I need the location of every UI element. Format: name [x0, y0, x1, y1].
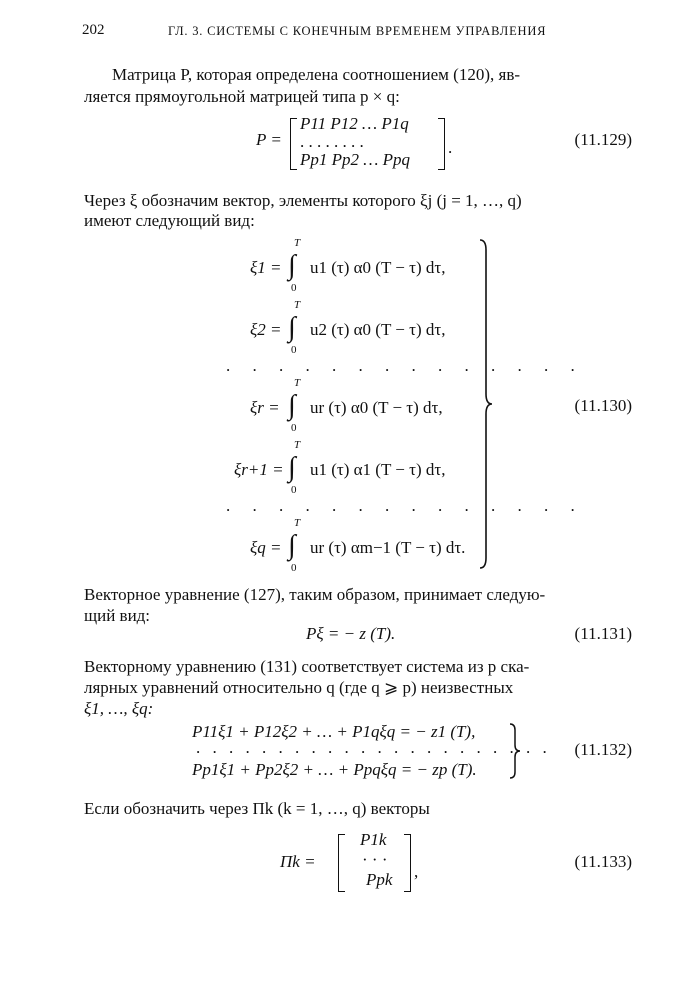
eq132-row3: Pp1ξ1 + Pp2ξ2 + … + Ppqξq = − zp (T).	[192, 760, 477, 779]
eq133-lhs: Πk =	[280, 852, 316, 871]
eq130-row5-integrand: ur (τ) αm−1 (T − τ) dτ.	[310, 538, 466, 557]
para3-line2: щий вид:	[84, 606, 151, 625]
eq130-row5-upper: T	[294, 517, 301, 529]
eq133-left-bracket	[338, 834, 345, 892]
eq132-right-brace	[508, 722, 522, 780]
integral-sign: ∫	[288, 530, 296, 561]
para1-line1: Матрица P, которая определена соотношением (120), яв-	[112, 65, 521, 84]
eq129-left-bracket	[290, 118, 297, 170]
eq129-row3: Pp1 Pp2 … Ppq	[300, 150, 411, 169]
eq130-dots-2: . . . . . . . . . . . . . .	[226, 496, 584, 515]
para2-line2: имеют следующий вид:	[84, 211, 255, 230]
eq130-row3-lhs: ξr =	[250, 398, 280, 417]
eq132-label: (11.132)	[574, 740, 632, 759]
eq129-row2: . . . . . . . .	[300, 132, 364, 151]
eq129-row1: P11 P12 … P1q	[300, 114, 409, 133]
eq129-right-bracket	[438, 118, 445, 170]
eq130-row5-lhs: ξq =	[250, 538, 282, 557]
page-number: 202	[82, 22, 105, 38]
eq130-row1-lower: 0	[291, 282, 297, 294]
eq133-row1: P1k	[360, 830, 387, 849]
para2-line1: Через ξ обозначим вектор, элементы которого ξj (j = 1, …, q)	[84, 191, 522, 210]
running-title: ГЛ. 3. СИСТЕМЫ С КОНЕЧНЫМ ВРЕМЕНЕМ УПРАВЛЕНИЯ	[168, 24, 547, 38]
eq133-right-bracket	[404, 834, 411, 892]
eq133-row2: · · ·	[362, 850, 388, 869]
eq133-tail: ,	[414, 862, 419, 881]
para3-line1: Векторное уравнение (127), таким образом, принимает следую-	[84, 585, 546, 604]
eq130-right-brace	[478, 238, 494, 570]
eq130-label: (11.130)	[574, 396, 632, 415]
eq130-row3-lower: 0	[291, 422, 297, 434]
eq130-row3-upper: T	[294, 377, 301, 389]
para4-line1: Векторному уравнению (131) соответствует система из p ска-	[84, 657, 530, 676]
integral-sign: ∫	[288, 312, 296, 343]
para4-line2: лярных уравнений относительно q (где q ⩾ p) неизвестных	[84, 678, 514, 697]
eq130-row3-integrand: ur (τ) α0 (T − τ) dτ,	[310, 398, 443, 417]
integral-sign: ∫	[288, 452, 296, 483]
integral-sign: ∫	[288, 390, 296, 421]
eq130-row1-lhs: ξ1 =	[250, 258, 282, 277]
eq130-row1-integrand: u1 (τ) α0 (T − τ) dτ,	[310, 258, 446, 277]
eq130-row2-upper: T	[294, 299, 301, 311]
eq129-lhs: P =	[256, 130, 282, 149]
integral-sign: ∫	[288, 250, 296, 281]
eq130-row4-upper: T	[294, 439, 301, 451]
eq131-label: (11.131)	[574, 624, 632, 643]
eq130-row5-lower: 0	[291, 562, 297, 574]
page-header	[82, 22, 634, 42]
eq130-row2-lower: 0	[291, 344, 297, 356]
eq132-row2: . . . . . . . . . . . . . . . . . . . . . .	[196, 738, 551, 757]
eq130-row4-lhs: ξr+1 =	[234, 460, 284, 479]
document-page: 202 ГЛ. 3. СИСТЕМЫ С КОНЕЧНЫМ ВРЕМЕНЕМ УПРАВЛЕНИЯ Матрица P, которая определена соотношением (120), яв- ляется прямоугольной матрицей типа p × q: P = P11 P12 … P1q . . . . . . . . Pp1 Pp2 … Ppq . (11.129) Через ξ обозначим вектор, элементы которого ξj (j = 1, …, q) имеют следующий вид: ξ1 = T ∫ 0 u1 (τ) α0 (T − τ) dτ, ξ2 = T ∫ 0 u2 (τ) α0 (T − τ) dτ, . . . . . . . . . . . . . . ξr = T ∫ 0 ur (τ) α0 (T − τ) dτ, ξr+1 = T ∫ 0 u1 (τ) α1 (T − τ) dτ, . . . . . . . . . . . . . . ξq = T ∫ 0 ur (τ) αm−1 (T − τ) dτ. (11.130) Векторное уравнение (127), таким образом, принимает следую- щий вид: Pξ = − z (T). (11.131) Векторному уравнению (131) соответствует система из p ска- лярных уравнений относительно q (где q ⩾ p) неизвестных ξ1, …, ξq: P11ξ1 + P12ξ2 + … + P1qξq = − z1 (T), . . . . . . . . . . . . . . . . . . . . . . Pp1ξ1 + Pp2ξ2 + … + Ppqξq = − zp (T). (11.132) Если обозначить через Πk (k = 1, …, q) векторы Πk = P1k · · · Ppk , (11.133)	[0, 0, 694, 1000]
eq133-row3: Ppk	[366, 870, 393, 889]
eq130-row4-lower: 0	[291, 484, 297, 496]
eq131-expr: Pξ = − z (T).	[306, 624, 396, 643]
para5-line1: Если обозначить через Πk (k = 1, …, q) векторы	[84, 799, 430, 818]
eq130-row2-lhs: ξ2 =	[250, 320, 282, 339]
eq132-row1: P11ξ1 + P12ξ2 + … + P1qξq = − z1 (T),	[192, 722, 476, 741]
eq130-row4-integrand: u1 (τ) α1 (T − τ) dτ,	[310, 460, 446, 479]
eq129-label: (11.129)	[574, 130, 632, 149]
eq130-dots-1: . . . . . . . . . . . . . .	[226, 356, 584, 375]
para1-line2: ляется прямоугольной матрицей типа p × q:	[84, 87, 400, 106]
para4-line3: ξ1, …, ξq:	[84, 699, 154, 718]
eq130-row2-integrand: u2 (τ) α0 (T − τ) dτ,	[310, 320, 446, 339]
eq130-row1-upper: T	[294, 237, 301, 249]
eq133-label: (11.133)	[574, 852, 632, 871]
